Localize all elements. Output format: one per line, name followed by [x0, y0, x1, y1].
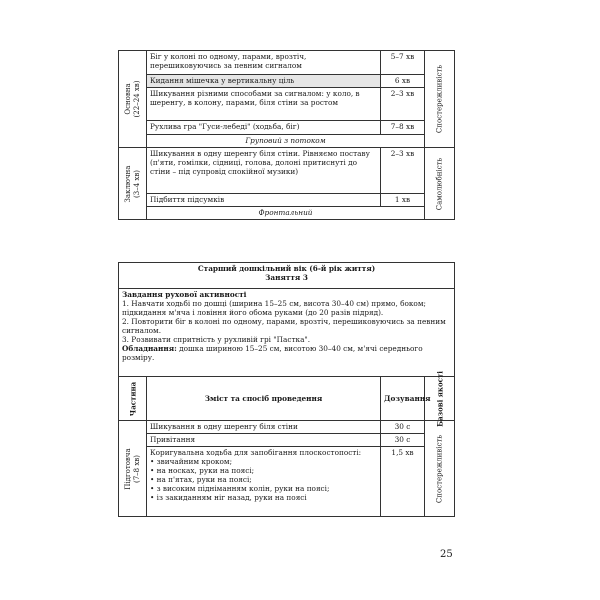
col-content-header: Зміст та спосіб проведення: [147, 377, 381, 421]
corr-item: • на п'ятах, руки на поясі;: [150, 475, 252, 484]
corr-item: • звичайним кроком;: [150, 457, 233, 466]
part-zakl: [119, 148, 147, 220]
lesson-title: Старший дошкільний вік (6-й рік життя): [197, 264, 376, 273]
quality-samolub: Самолюбність: [425, 148, 455, 220]
part-time: (7–8 хв): [132, 454, 141, 483]
table-row-time: 7–8 хв: [381, 121, 425, 135]
quality-sposter: Спостережливість: [425, 51, 455, 148]
tasks-heading: Завдання рухової активності: [122, 290, 247, 299]
corr-item: • із закиданням ніг назад, руки на поясі: [150, 493, 307, 502]
part-time: (3–4 хв): [132, 169, 141, 198]
table-row-text: Шикування в одну шеренгу біля стіни. Рівняємо поставу (п'яти, гомілки, сідниці, голова, долоні притиснуті до стіни – під супровід спокійної музики): [147, 148, 381, 194]
table-row-text: Рухлива гра "Гуси-лебеді" (ходьба, біг): [147, 121, 381, 135]
task-item: 2. Повторити біг в колоні по одному, парами, врозтіч, перешиковуючись за певним сигналом.: [122, 317, 446, 335]
quality-sposter: Спостережливість: [425, 421, 455, 517]
corr-title: Коригувальна ходьба для запобігання плоскостопості:: [150, 448, 362, 457]
table-row-text: Шикування в одну шеренгу біля стіни: [147, 421, 381, 434]
equipment-label: Обладнання:: [122, 344, 177, 353]
task-item: 3. Розвивати спритність у рухливій грі "Пастка".: [122, 335, 311, 344]
part-label: Заключна: [123, 165, 132, 202]
table-row-time: 30 с: [381, 421, 425, 434]
col-dose-header: Дозування: [381, 377, 425, 421]
page-number: 25: [440, 549, 453, 560]
corrective-walking: [147, 447, 381, 517]
equipment: [122, 344, 451, 362]
lesson-header: [119, 263, 455, 289]
table-row-time: 2–3 хв: [381, 88, 425, 121]
equipment-text: дошка шириною 15–25 см, висотою 30–40 см, м'ячі середнього розміру.: [122, 344, 423, 362]
col-base-header: Базові якості: [425, 377, 455, 421]
method-note: Фронтальний: [147, 207, 425, 220]
table-row-text: Підбиття підсумків: [147, 194, 381, 207]
table-activity-2: [118, 262, 455, 517]
part-osnovna: [119, 51, 147, 148]
part-time: (22–24 хв): [132, 80, 141, 118]
table-row-time: 1 хв: [381, 194, 425, 207]
lesson-subtitle: Заняття 3: [265, 273, 308, 282]
table-row-text: Привітання: [147, 434, 381, 447]
corr-item: • на носках, руки на поясі;: [150, 466, 255, 475]
table-row-text: Біг у колоні по одному, парами, врозтіч, перешиковуючись за певним сигналом: [147, 51, 381, 75]
part-prep: [119, 421, 147, 517]
table-row-text: Кидання мішечка у вертикальну ціль: [147, 75, 381, 88]
table-row-time: 6 хв: [381, 75, 425, 88]
table-row-time: 2–3 хв: [381, 148, 425, 194]
table-activity-1: [118, 50, 455, 220]
part-label: Основна: [123, 83, 132, 115]
table-row-time: 30 с: [381, 434, 425, 447]
part-label: Підготовча: [123, 447, 132, 490]
corr-item: • з високим підніманням колін, руки на поясі;: [150, 484, 330, 493]
table-row-time: 1,5 хв: [381, 447, 425, 517]
table-row-text: Шикування різними способами за сигналом: у коло, в шеренгу, в колону, парами, біля стіни за ростом: [147, 88, 381, 121]
method-note: Груповий з потоком: [147, 135, 425, 148]
tasks-block: [119, 289, 455, 377]
table-row-time: 5–7 хв: [381, 51, 425, 75]
col-part-header: Частина: [119, 377, 147, 421]
task-item: 1. Навчати ходьбі по дошці (ширина 15–25 см, висота 30–40 см) прямо, боком; підкидання м'яча і ловіння його обома руками (до 20 разів підряд).: [122, 299, 426, 317]
